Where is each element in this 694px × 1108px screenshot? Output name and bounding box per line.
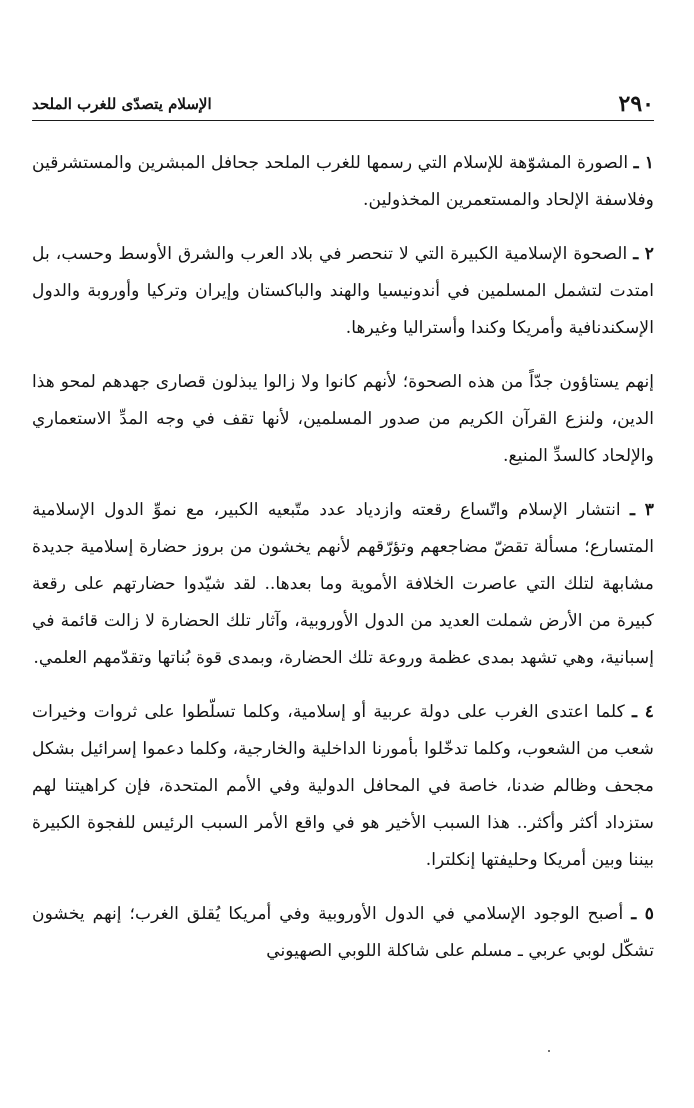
paragraph-4	[32, 492, 654, 677]
print-speck	[548, 1050, 550, 1052]
paragraph-2	[32, 236, 654, 347]
paragraph-1	[32, 145, 654, 219]
paragraph-text: أصبح الوجود الإسلامي في الدول الأوروبية وفي أمريكا يُقلق الغرب؛ إنهم يخشون تشكّل لوبي عربي ـ مسلم على شاكلة اللوبي الصهيوني	[32, 904, 654, 961]
book-page	[32, 90, 654, 987]
paragraph-text: إنهم يستاؤون جدّاً من هذه الصحوة؛ لأنهم كانوا ولا زالوا يبذلون قصارى جهدهم لمحو هذا الدين، ولنزع القرآن الكريم من صدور المسلمين، لأنها تقف في وجه المدِّ الاستعماري والإلحاد كالسدِّ المنيع.	[32, 372, 654, 466]
paragraph-text: الصورة المشوّهة للإسلام التي رسمها للغرب الملحد جحافل المبشرين والمستشرقين وفلاسفة الإلحاد والمستعمرين المخذولين.	[32, 153, 654, 210]
page-header	[32, 90, 654, 121]
page-body	[32, 145, 654, 970]
paragraph-number: ٢ ـ	[633, 244, 655, 264]
running-title: الإسلام يتصدّى للغرب الملحد	[32, 95, 212, 113]
paragraph-6	[32, 896, 654, 970]
paragraph-3	[32, 364, 654, 475]
paragraph-number: ٣ ـ	[629, 500, 654, 520]
paragraph-number: ٥ ـ	[631, 904, 654, 924]
paragraph-number: ٤ ـ	[631, 702, 654, 722]
paragraph-text: انتشار الإسلام واتّساع رقعته وازدياد عدد متّبعيه الكبير، مع نموِّ الدول الإسلامية المتسارع؛ مسألة تقضّ مضاجعهم وتؤرّقهم لأنهم يخشون من بروز حضارة إسلامية جديدة مشابهة لتلك التي عاصرت الخلافة الأموية وما بعدها.. لقد شيّدوا حضارتهم على رقعة كبيرة من الأرض شملت العديد من الدول الأوروبية، وآثار تلك الحضارة لا زالت قائمة في إسبانية، وهي تشهد بمدى عظمة وروعة تلك الحضارة، وبمدى قوة بُناتها وتقدّمهم العلمي.	[32, 500, 654, 668]
page-number: ٢٩٠	[618, 91, 654, 117]
paragraph-text: كلما اعتدى الغرب على دولة عربية أو إسلامية، وكلما تسلّطوا على ثروات وخيرات شعب من الشعوب، وكلما تدخّلوا بأمورنا الداخلية والخارجية، وكلما دعموا إسرائيل بشكل مجحف وظالم ضدنا، خاصة في المحافل الدولية وفي الأمم المتحدة، فإن كراهيتنا لهم ستزداد أكثر وأكثر.. هذا السبب الأخير هو في واقع الأمر السبب الرئيس للفجوة الكبيرة بيننا وبين أمريكا وحليفتها إنكلترا.	[32, 702, 654, 870]
paragraph-number: ١ ـ	[633, 153, 654, 173]
paragraph-text: الصحوة الإسلامية الكبيرة التي لا تنحصر في بلاد العرب والشرق الأوسط وحسب، بل امتدت لتشمل المسلمين في أندونيسيا والهند والباكستان وإيران وتركيا وأوروبة والدول الإسكندنافية وأمريكا وكندا وأستراليا وغيرها.	[32, 244, 654, 338]
paragraph-5	[32, 694, 654, 879]
